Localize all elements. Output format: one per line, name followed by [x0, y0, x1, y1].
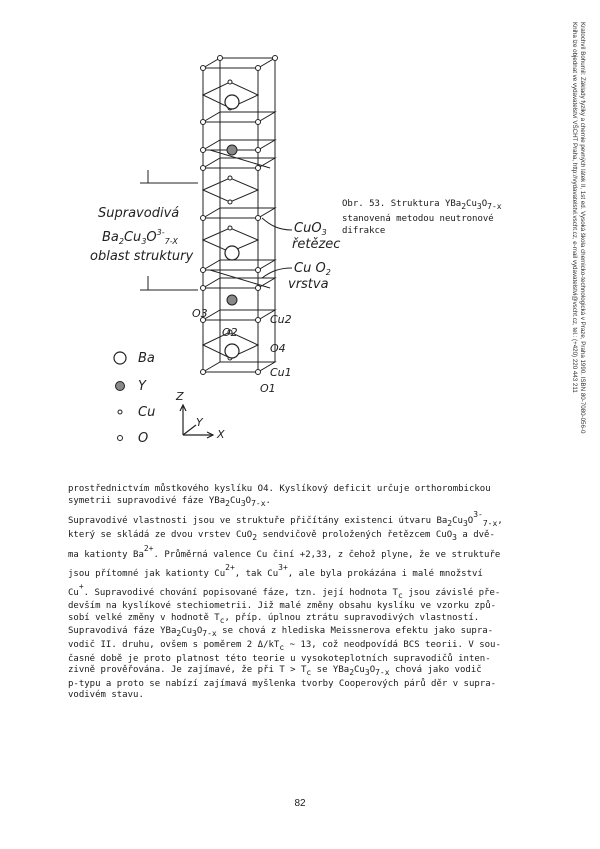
- atom-label-o4: O4: [270, 342, 286, 355]
- body-line: Cu+. Supravodivé chování popisované fáze, tzn. její hodnota Tc jsou závislé pře-: [68, 581, 501, 600]
- legend-label-y: Y: [138, 379, 146, 394]
- body-line: který se skládá ze dvou vrstev CuO2 sendvičově proložených řetězcem CuO3 a dvě-: [68, 529, 495, 542]
- atom-label-cu2: Cu2: [270, 313, 292, 326]
- crystal-structure-figure: [80, 50, 380, 470]
- axis-label-z: Z: [176, 390, 184, 403]
- body-line: Supravodivá fáze YBa2Cu3O7-x se chová z hlediska Meissnerova efektu jako supra-: [68, 626, 494, 639]
- caption-line-2: stanovená metodou neutronové: [342, 214, 494, 224]
- figure-caption: [342, 198, 542, 237]
- citation-line-1: Kratochvíl Bohumil: Základy fyziky a chemie pevných látek II, 1st ed. Vysoká škola chemicko-technologická v Praze, Praha 1990. ISBN 80-7080-056-0: [579, 22, 586, 434]
- legend-label-o: O: [138, 431, 149, 446]
- region-label-line-1: Supravodivá: [98, 206, 180, 221]
- region-label-line-3: oblast struktury: [90, 249, 194, 264]
- region-label-formula: $Ba_2Cu_3O^{3-}_{7-X}$: [102, 228, 178, 246]
- axis-label-y: Y: [196, 416, 203, 429]
- page-number: 82: [294, 798, 306, 809]
- body-line: symetrii supravodivé fáze YBa2Cu3O7-x.: [68, 495, 271, 508]
- body-line: vodič II. druhu, ovšem s poměrem 2 Δ/kTc ~ 13, což neodpovídá BCS teorii. V sou-: [68, 639, 501, 652]
- atom-label-cu1: Cu1: [270, 366, 292, 379]
- legend-icons: [114, 352, 126, 441]
- body-line: Supravodivé vlastnosti jsou ve struktuře přičítány existenci útvaru Ba2Cu3O3-7-x,: [68, 510, 503, 529]
- body-line: časné době je proto platnost této teorie u vysokoteplotních supravodičů inten-: [68, 653, 491, 664]
- citation-line-2: Kniha lze objednat ve vydavatelství VŠCHT Praha, http://vydavatelstvi.vscht.cz, e-mail vydavatelstvi@vscht.cz, tel.: (+420) 220 443 211: [571, 22, 578, 393]
- axis-label-x: X: [217, 428, 225, 441]
- body-line: sobí velké změny v hodnotě Tc, příp. úplnou ztrátu supravodivých vlastností.: [68, 612, 480, 625]
- atom-label-o1: O1: [260, 382, 276, 395]
- atom-label-o2: O2: [222, 326, 238, 339]
- body-line: zivně prověřována. Je zajímavé, že při T > Tc se YBa2Cu3O7-x chová jako vodič: [68, 665, 482, 678]
- label-cuo2: Cu $O_2$: [294, 261, 331, 277]
- body-line: jsou přítomné jak kationty Cu2+, tak Cu3+, ale byla prokázána i malé množství: [68, 562, 483, 579]
- body-text: [68, 484, 568, 702]
- legend-label-ba: Ba: [138, 351, 155, 366]
- side-citation: [570, 22, 586, 562]
- body-line: vodivém stavu.: [68, 690, 144, 701]
- body-line: devším na kyslíkové stechiometrii. Již malé změny obsahu kyslíku ve vzorku způ-: [68, 601, 497, 612]
- atom-label-o3: O3: [192, 307, 208, 320]
- body-line: p-typu a proto se nabízí zajímavá myšlenka tvorby Cooperových párů děr v supra-: [68, 678, 497, 689]
- caption-line-3: difrakce: [342, 226, 386, 236]
- body-line: prostřednictvím můstkového kyslíku O4. Kyslíkový deficit určuje orthorombickou: [68, 484, 491, 494]
- label-chain: řetězec: [292, 237, 341, 252]
- label-layer: vrstva: [288, 277, 329, 292]
- label-cuo3: CuO$_3$: [294, 221, 327, 237]
- body-line: ma kationty Ba2+. Průměrná valence Cu činí +2,33, z čehož plyne, že ve struktuře: [68, 544, 501, 561]
- caption-line-1: Obr. 53. Struktura YBa2Cu3O7-x: [342, 199, 502, 211]
- legend-label-cu: Cu: [138, 405, 156, 420]
